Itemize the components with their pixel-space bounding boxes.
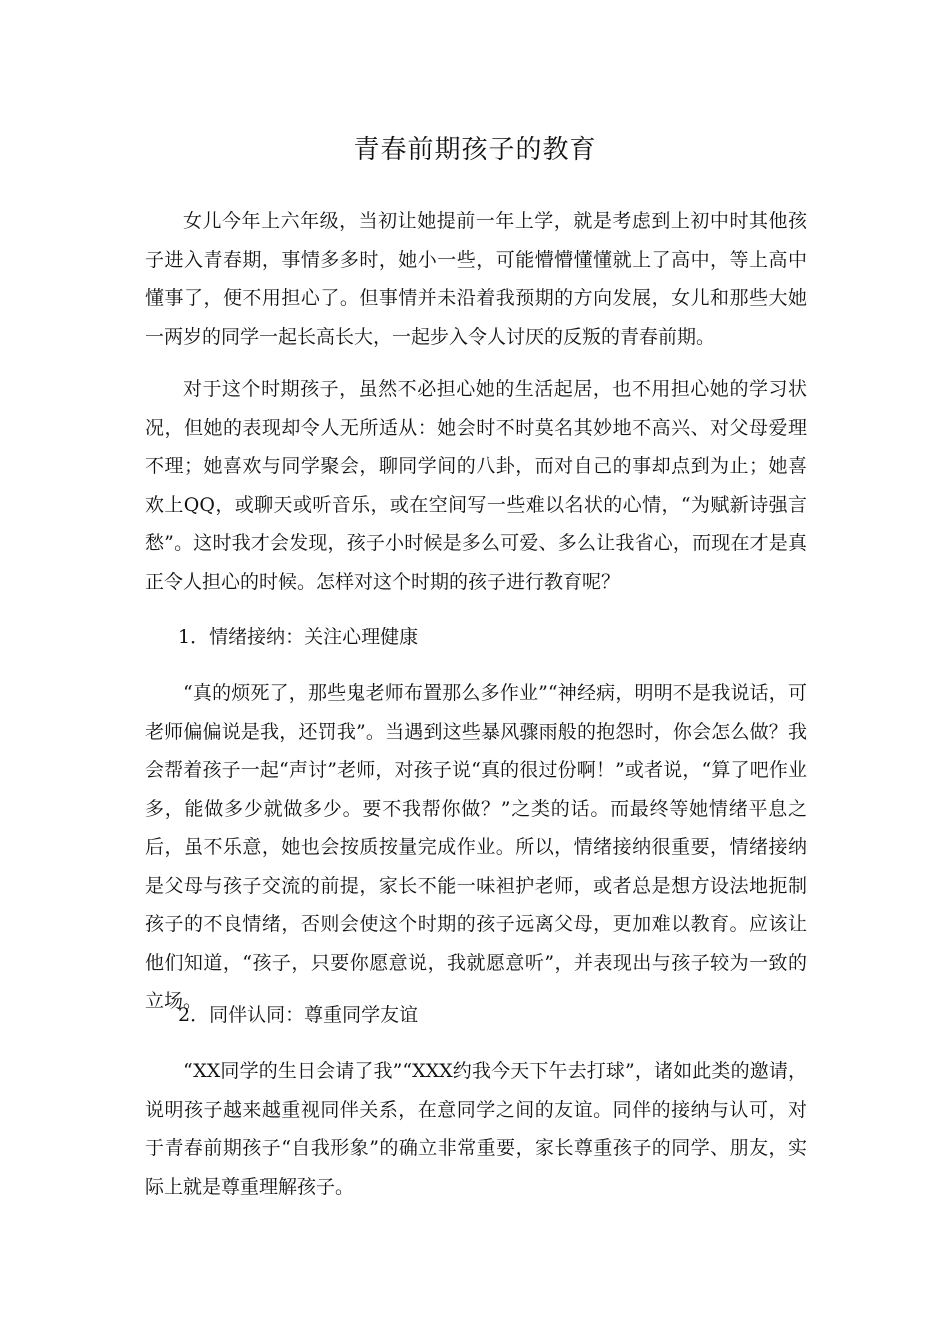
document-title: 青春前期孩子的教育: [353, 135, 597, 165]
paragraph-intro: 女儿今年上六年级，当初让她提前一年上学，就是考虑到上初中时其他孩子进入青春期，事情多多时，她小一些，可能懵懵懂懂就上了高中，等上高中懂事了，便不用担心了。但事情并未沿着我预期的方向发展，女儿和那些大她一两岁的同学一起长高长大，一起步入令人讨厌的反叛的青春前期。: [145, 210, 807, 348]
section-heading-peers: 2．同伴认同：尊重同学友谊: [178, 1004, 419, 1026]
paragraph-concerns: 对于这个时期孩子，虽然不必担心她的生活起居，也不用担心她的学习状况，但她的表现却令人无所适从：她会时不时莫名其妙地不高兴、对父母爱理不理；她喜欢与同学聚会，聊同学间的八卦，而对自己的事却点到为止；她喜欢上QQ，或聊天或听音乐，或在空间写一些难以名状的心情，“为赋新诗强言愁”。这时我才会发现，孩子小时候是多么可爱、多么让我省心，而现在才是真正令人担心的时候。怎样对这个时期的孩子进行教育呢？: [145, 378, 807, 593]
section-heading-emotion: 1．情绪接纳：关注心理健康: [178, 626, 419, 648]
paragraph-emotion: “真的烦死了，那些鬼老师布置那么多作业”“神经病，明明不是我说话，可老师偏偏说是我，还罚我”。当遇到这些暴风骤雨般的抱怨时，你会怎么做？我会帮着孩子一起“声讨”老师，对孩子说“真的很过份啊！”或者说，“算了吧作业多，能做多少就做多少。要不我帮你做？”之类的话。而最终等她情绪平息之后，虽不乐意，她也会按质按量完成作业。所以，情绪接纳很重要，情绪接纳是父母与孩子交流的前提，家长不能一味袒护老师，或者总是想方设法地扼制孩子的不良情绪，否则会使这个时期的孩子远离父母，更加难以教育。应该让他们知道，“孩子，只要你愿意说，我就愿意听”，并表现出与孩子较为一致的立场。: [145, 682, 807, 1012]
paragraph-peers: “XX同学的生日会请了我”“XXX约我今天下午去打球”，诸如此类的邀请，说明孩子越来越重视同伴关系，在意同学之间的友谊。同伴的接纳与认可，对于青春前期孩子“自我形象”的确立非常重要，家长尊重孩子的同学、朋友，实际上就是尊重理解孩子。: [145, 1060, 807, 1198]
